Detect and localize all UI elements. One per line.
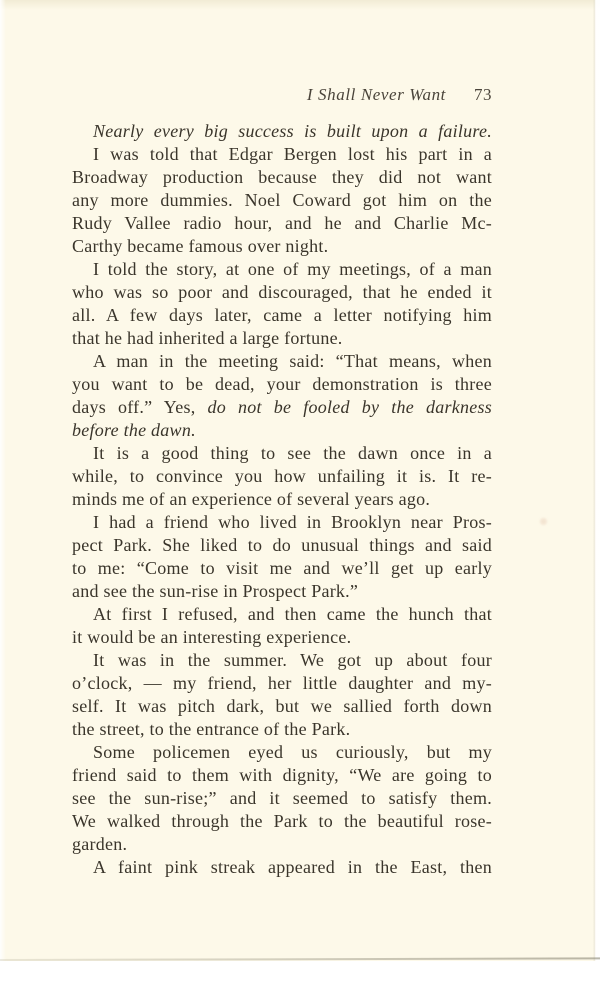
text-line: pect Park. She liked to do unusual things and said xyxy=(72,535,492,555)
text-line: Nearly every big success is built upon a failure. xyxy=(93,121,492,141)
text-line: all. A few days later, came a letter notifying him xyxy=(72,305,492,325)
text-line: and see the sun-rise in Prospect Park.” xyxy=(72,581,359,601)
text-line: see the sun-rise;” and it seemed to satisfy them. xyxy=(72,788,492,808)
text-line: garden. xyxy=(72,834,128,854)
running-header xyxy=(72,84,492,106)
text-line: who was so poor and discouraged, that he ended it xyxy=(72,282,492,302)
scan-left-edge xyxy=(0,0,6,961)
text-line: any more dummies. Noel Coward got him on the xyxy=(72,190,492,210)
running-header-title: I Shall Never Want xyxy=(306,85,446,104)
text-line: the street, to the entrance of the Park. xyxy=(72,719,351,739)
text-line: self. It was pitch dark, but we sallied forth down xyxy=(72,696,492,716)
text-line: Broadway production because they did not want xyxy=(72,167,492,187)
scan-artifact-dot xyxy=(540,518,547,525)
text-line: It was in the summer. We got up about four xyxy=(93,650,492,670)
text-line: We walked through the Park to the beautiful rose- xyxy=(72,811,492,831)
text-line: it would be an interesting experience. xyxy=(72,627,352,647)
text-line: before the dawn. xyxy=(72,420,196,440)
text-line: At first I refused, and then came the hunch that xyxy=(93,604,492,624)
text-line: A faint pink streak appeared in the East, then xyxy=(93,857,492,877)
text-line: Rudy Vallee radio hour, and he and Charlie Mc- xyxy=(72,213,492,233)
text-line: friend said to them with dignity, “We are going to xyxy=(72,765,492,785)
text-line: that he had inherited a large fortune. xyxy=(72,328,343,348)
text-line: Some policemen eyed us curiously, but my xyxy=(93,742,492,762)
page-number: 73 xyxy=(474,85,492,104)
text-line: I had a friend who lived in Brooklyn near Pros- xyxy=(93,512,492,532)
page-body xyxy=(72,120,492,879)
text-line: while, to convince you how unfailing it is. It re- xyxy=(72,466,492,486)
text-line: days off.” Yes, do not be fooled by the darkness xyxy=(72,397,492,417)
text-line: minds me of an experience of several years ago. xyxy=(72,489,431,509)
text-line: I told the story, at one of my meetings, of a man xyxy=(93,259,492,279)
text-line: you want to be dead, your demonstration is three xyxy=(72,374,492,394)
text-line: Carthy became famous over night. xyxy=(72,236,329,256)
scan-right-edge xyxy=(593,0,600,961)
text-line: to me: “Come to visit me and we’ll get up early xyxy=(72,558,492,578)
scan-top-shadow xyxy=(0,0,600,10)
text-line: It is a good thing to see the dawn once in a xyxy=(93,443,492,463)
text-line: I was told that Edgar Bergen lost his part in a xyxy=(93,144,492,164)
text-line: o’clock, — my friend, her little daughter and my- xyxy=(72,673,492,693)
text-line: A man in the meeting said: “That means, when xyxy=(93,351,492,371)
